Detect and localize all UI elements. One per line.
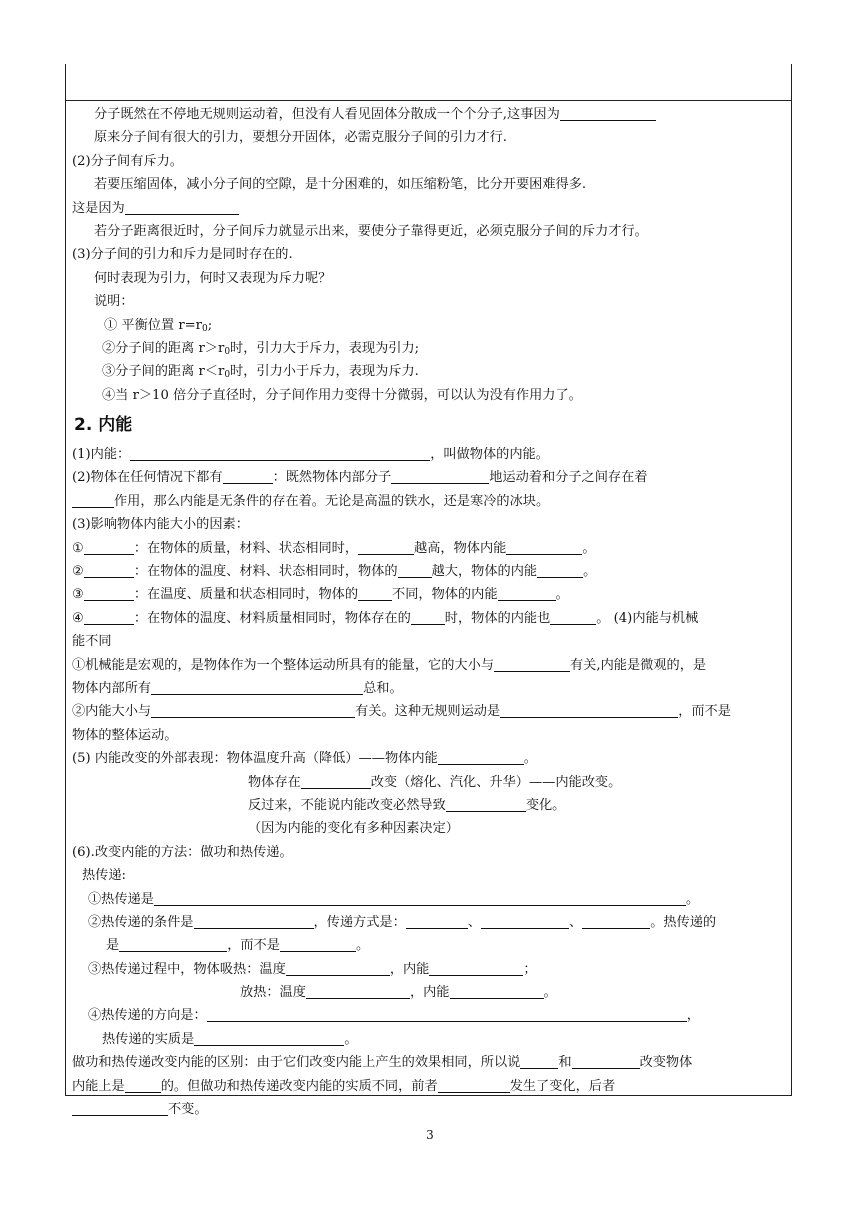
fill-blank[interactable] bbox=[84, 538, 134, 555]
paragraph: ②内能大小与 有关。这种无规则运动是 ，而不是 bbox=[72, 700, 788, 723]
fill-blank[interactable] bbox=[498, 584, 556, 601]
frame-left-top-edge bbox=[65, 64, 66, 100]
fill-blank[interactable] bbox=[572, 1052, 640, 1069]
fill-blank[interactable] bbox=[130, 444, 430, 461]
fill-blank[interactable] bbox=[537, 561, 583, 578]
list-item: ③ ：在温度、质量和状态相同时，物体的 不同，物体的内能 。 bbox=[72, 583, 788, 606]
fill-blank[interactable] bbox=[438, 1076, 510, 1093]
fill-blank[interactable] bbox=[429, 959, 523, 976]
fill-blank[interactable] bbox=[119, 935, 227, 952]
fill-blank[interactable] bbox=[125, 1076, 161, 1093]
fill-blank[interactable] bbox=[481, 912, 569, 929]
subheading: (6).改变内能的方法：做功和热传递。 bbox=[72, 844, 293, 860]
fill-blank[interactable] bbox=[301, 772, 371, 789]
fill-blank[interactable] bbox=[72, 1099, 168, 1116]
paragraph: 反过来，不能说内能改变必然导致 变化。 bbox=[72, 794, 788, 817]
fill-blank[interactable] bbox=[500, 701, 678, 718]
fill-blank[interactable] bbox=[154, 889, 686, 906]
fill-blank[interactable] bbox=[306, 982, 410, 999]
fill-blank[interactable] bbox=[194, 1029, 344, 1046]
section-heading: 2. 内能 bbox=[74, 415, 133, 436]
fill-blank[interactable] bbox=[84, 561, 134, 578]
paragraph: 这是因为 bbox=[72, 197, 788, 220]
subheading: (3)分子间的引力和斥力是同时存在的. bbox=[72, 247, 293, 263]
fill-blank[interactable] bbox=[358, 538, 414, 555]
fill-blank[interactable] bbox=[446, 795, 526, 812]
paragraph: 分子既然在不停地无规则运动着，但没有人看见固体分散成一个个分子,这事因为 bbox=[72, 103, 788, 126]
list-item: ④热传递的方向是： ， bbox=[72, 1004, 788, 1027]
fill-blank[interactable] bbox=[550, 608, 596, 625]
list-item: ③分子间的距离 $r<r_0$时，引力小于斥力，表现为斥力. bbox=[102, 364, 419, 381]
paragraph: (5) 内能改变的外部表现：物体温度升高（降低）——物体内能 。 bbox=[72, 747, 788, 770]
fill-blank[interactable] bbox=[207, 1005, 687, 1022]
paragraph: 不变。 bbox=[72, 1098, 788, 1121]
fill-blank[interactable] bbox=[450, 982, 544, 999]
paragraph: 能不同 bbox=[72, 634, 112, 650]
list-item: 是 ，而不是 。 bbox=[72, 934, 788, 957]
fill-blank[interactable] bbox=[84, 584, 134, 601]
paragraph: 物体的整体运动。 bbox=[72, 727, 178, 743]
fill-blank[interactable] bbox=[398, 561, 432, 578]
fill-blank[interactable] bbox=[125, 198, 239, 215]
fill-blank[interactable] bbox=[494, 655, 570, 672]
list-item: ④ ：在物体的温度、材料质量相同时，物体存在的 时，物体的内能也 。 (4)内能与机械 bbox=[72, 607, 788, 630]
fill-blank[interactable] bbox=[520, 1052, 558, 1069]
paragraph: (1)内能： ，叫做物体的内能。 bbox=[72, 443, 788, 466]
fill-blank[interactable] bbox=[151, 701, 355, 718]
note: （因为内能的变化有多种因素决定） bbox=[248, 821, 459, 837]
list-item: ②热传递的条件是 ，传递方式是： 、 、 。热传递的 bbox=[72, 911, 788, 934]
list-item: ② ：在物体的温度、材料、状态相同时，物体的 越大，物体的内能 。 bbox=[72, 560, 788, 583]
fill-blank[interactable] bbox=[560, 104, 656, 121]
fill-blank[interactable] bbox=[506, 538, 582, 555]
paragraph: ①机械能是宏观的，是物体作为一个整体运动所具有的能量，它的大小与 有关,内能是微观的，是 bbox=[72, 654, 788, 677]
subheading: (2)分子间有斥力。 bbox=[72, 153, 183, 169]
fill-blank[interactable] bbox=[286, 959, 390, 976]
paragraph: 若要压缩固体，减小分子间的空隙，是十分困难的，如压缩粉笔，比分开要困难得多. bbox=[94, 177, 587, 193]
fill-blank[interactable] bbox=[223, 467, 273, 484]
paragraph: 物体存在 改变（熔化、汽化、升华）——内能改变。 bbox=[72, 771, 788, 794]
list-item: ③热传递过程中，物体吸热：温度 ，内能 ； bbox=[72, 958, 788, 981]
frame-right-top-edge bbox=[791, 64, 792, 100]
list-item: ① 平衡位置 $r=r_0$; bbox=[104, 317, 213, 334]
fill-blank[interactable] bbox=[411, 608, 445, 625]
paragraph: 原来分子间有很大的引力，要想分开固体，必需克服分子间的引力才行. bbox=[94, 130, 508, 146]
list-item: ① ：在物体的质量，材料、状态相同时， 越高，物体内能 。 bbox=[72, 537, 788, 560]
fill-blank[interactable] bbox=[391, 467, 489, 484]
list-item: ④当 r＞10 倍分子直径时，分子间作用力变得十分微弱，可以认为没有作用力了。 bbox=[102, 387, 582, 403]
fill-blank[interactable] bbox=[280, 935, 356, 952]
fill-blank[interactable] bbox=[438, 748, 524, 765]
paragraph: 热传递: bbox=[82, 868, 127, 884]
list-item: ①热传递是 。 bbox=[72, 888, 788, 911]
paragraph: 何时表现为引力，何时又表现为斥力呢？ bbox=[94, 270, 332, 286]
list-item: 热传递的实质是 。 bbox=[72, 1028, 788, 1051]
paragraph: 内能上是 的。但做功和热传递改变内能的实质不同，前者 发生了变化，后者 bbox=[72, 1075, 788, 1098]
list-item: 放热：温度 ，内能 。 bbox=[72, 981, 788, 1004]
fill-blank[interactable] bbox=[84, 608, 134, 625]
page-number: 3 bbox=[426, 1128, 434, 1142]
fill-blank[interactable] bbox=[582, 912, 650, 929]
list-item: ②分子间的距离 $r>r_0$时，引力大于斥力，表现为引力; bbox=[102, 340, 420, 357]
document-body bbox=[72, 103, 788, 1121]
fill-blank[interactable] bbox=[358, 584, 392, 601]
fill-blank[interactable] bbox=[72, 491, 114, 508]
paragraph: 说明： bbox=[94, 294, 134, 310]
fill-blank[interactable] bbox=[194, 912, 314, 929]
subheading: (3)影响物体内能大小的因素： bbox=[72, 517, 249, 533]
paragraph: 若分子距离很近时，分子间斥力就显示出来，要使分子靠得更近，必须克服分子间的斥力才行。 bbox=[94, 223, 648, 239]
paragraph: (2)物体在任何情况下都有 ：既然物体内部分子 地运动着和分子之间存在着 bbox=[72, 466, 788, 489]
paragraph: 作用，那么内能是无条件的存在着。无论是高温的铁水，还是寒冷的冰块。 bbox=[72, 490, 788, 513]
paragraph: 物体内部所有 总和。 bbox=[72, 677, 788, 700]
paragraph: 做功和热传递改变内能的区别：由于它们改变内能上产生的效果相同，所以说 和 改变物体 bbox=[72, 1051, 788, 1074]
fill-blank[interactable] bbox=[406, 912, 468, 929]
fill-blank[interactable] bbox=[151, 678, 363, 695]
